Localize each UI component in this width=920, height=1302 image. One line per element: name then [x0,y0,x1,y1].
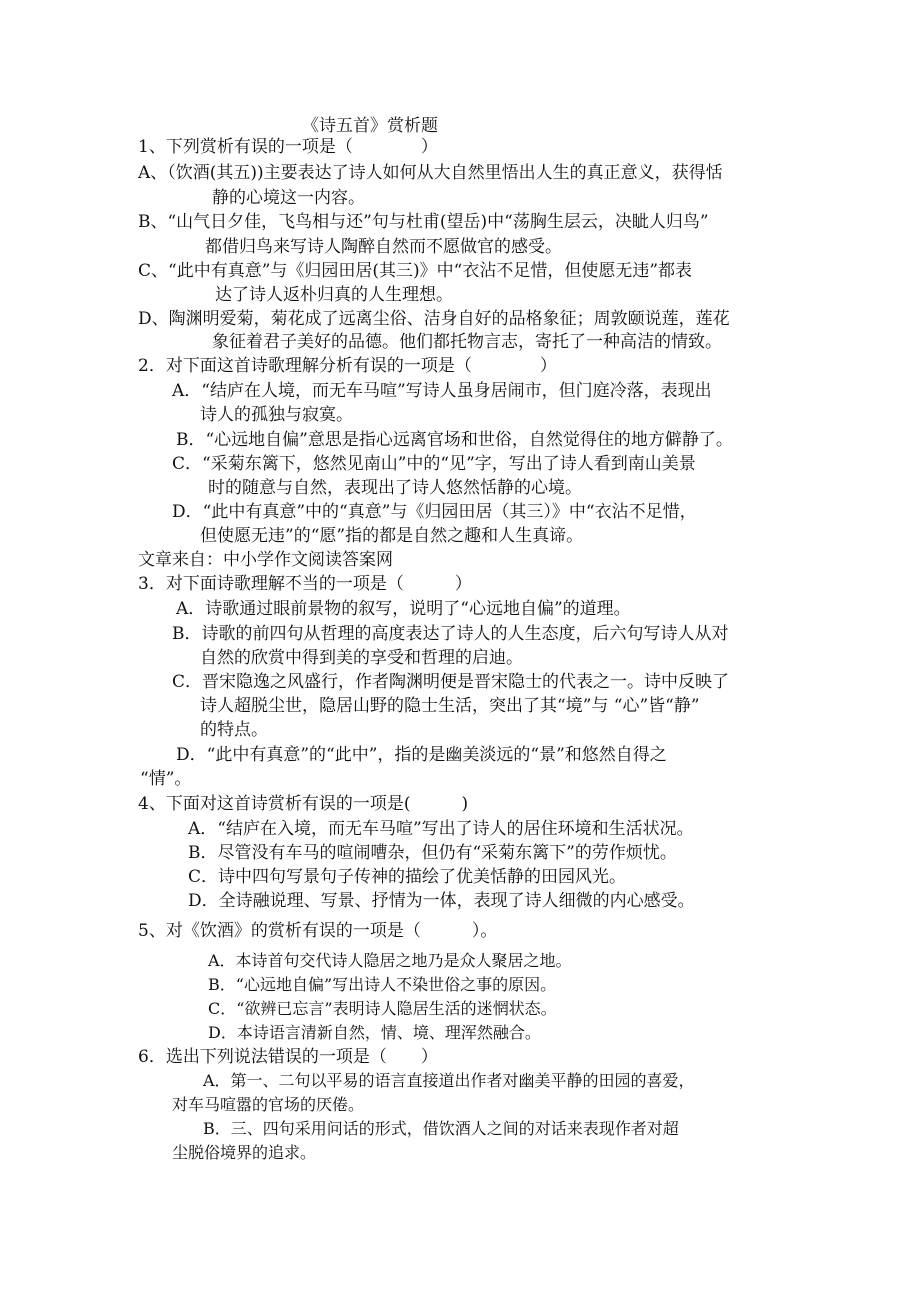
q6-option-a-cont: 对车马喧嚣的官场的厌倦。 [172,1095,365,1114]
q1-option-d: D、陶渊明爱菊，菊花成了远离尘俗、洁身自好的品格象征；周敦颐说莲，莲花 [138,309,730,329]
q2-option-b: B．“心远地自偏”意思是指心远离官场和世俗，自然觉得住的地方僻静了。 [176,430,733,450]
q2-option-d: D．“此中有真意”中的“真意”与《归园田居（其三）》中“衣沾不足惜， [172,502,697,522]
q6-stem: 6．选出下列说法错误的一项是（ ） [138,1047,438,1067]
q4-stem: 4、下面对这首诗赏析有误的一项是( ) [138,794,469,814]
q3-option-b-cont: 自然的欣赏中得到美的享受和哲理的启迪。 [200,648,523,668]
q3-option-c-cont2: 的特点。 [200,720,268,740]
q4-option-d: D．全诗融说理、写景、抒情为一体，表现了诗人细微的内心感受。 [188,891,695,911]
q5-stem: 5、对《饮酒》的赏析有误的一项是（ ）。 [138,921,498,941]
q1-option-b-cont: 都借归鸟来写诗人陶醉自然而不愿做官的感受。 [205,237,562,257]
q6-option-b-cont: 尘脱俗境界的追求。 [172,1143,317,1162]
q2-option-a: A．“结庐在人境，而无车马喧”写诗人虽身居闹市，但门庭冷落，表现出 [172,381,712,401]
q3-option-c: C．晋宋隐逸之风盛行，作者陶渊明便是晋宋隐士的代表之一。诗中反映了 [172,672,730,692]
q4-option-a: A．“结庐在入境，而无车马喧”写出了诗人的居住环境和生活状况。 [188,819,694,839]
q3-option-b: B．诗歌的前四句从哲理的高度表达了诗人的人生态度，后六句写诗人从对 [172,624,729,644]
q5-option-a: A．本诗首句交代诗人隐居之地乃是众人聚居之地。 [208,951,572,970]
q1-option-a: A、（饮酒(其五))主要表达了诗人如何从大自然里悟出人生的真正意义，获得恬 [138,163,723,183]
q2-option-a-cont: 诗人的孤独与寂寞。 [200,405,353,425]
q3-option-d-cont: “情”。 [140,769,192,789]
q1-option-c: C、“此中有真意”与《归园田居(其三)》中“衣沾不足惜，但使愿无违”都表 [138,261,693,281]
q2-option-c: C．“采菊东篱下，悠然见南山”中的“见”字，写出了诗人看到南山美景 [172,454,696,474]
q2-option-c-cont: 时的随意与自然，表现出了诗人悠然恬静的心境。 [208,478,582,498]
q4-option-b: B．尽管没有车马的喧闹嘈杂，但仍有“采菊东篱下”的劳作烦忧。 [188,843,677,863]
q2-stem: 2．对下面这首诗歌理解分析有误的一项是（ ） [138,356,557,376]
source-note: 文章来自：中小学作文阅读答案网 [138,550,393,570]
q1-option-b: B、“山气日夕佳，飞鸟相与还”句与杜甫(望岳)中“荡胸生层云，决眦人归鸟” [138,212,709,232]
q1-option-a-cont: 静的心境这一内容。 [212,188,365,208]
q3-option-a: A．诗歌通过眼前景物的叙写，说明了“心远地自偏”的道理。 [176,599,631,619]
document-title: 《诗五首》赏析题 [302,116,438,136]
q5-option-b: B．“心远地自偏”写出诗人不染世俗之事的原因。 [208,975,557,994]
q1-option-d-cont: 象征着君子美好的品德。他们都托物言志，寄托了一种高洁的情致。 [212,332,722,352]
q4-option-c: C．诗中四句写景句子传神的描绘了优美恬静的田园风光。 [188,867,627,887]
q5-option-c: C．“欲辨已忘言”表明诗人隐居生活的迷惘状态。 [208,999,557,1018]
q6-option-a: A．第一、二句以平易的语言直接道出作者对幽美平静的田园的喜爱， [203,1071,695,1090]
q5-option-d: D．本诗语言清新自然，情、境、理浑然融合。 [208,1023,541,1042]
q1-stem: 1、下列赏析有误的一项是（ ） [138,137,438,157]
q3-stem: 3．对下面诗歌理解不当的一项是（ ） [138,574,472,594]
q1-option-c-cont: 达了诗人返朴归真的人生理想。 [215,285,453,305]
q3-option-d: D．“此中有真意”的“此中”，指的是幽美淡远的“景”和悠然自得之 [176,745,667,765]
q2-option-d-cont: 但使愿无违”的“愿”指的都是自然之趣和人生真谛。 [200,526,584,546]
q6-option-b: B．三、四句采用问话的形式，借饮酒人之间的对话来表现作者对超 [203,1119,679,1138]
q3-option-c-cont: 诗人超脱尘世，隐居山野的隐士生活，突出了其“境”与 “心”皆“静” [200,696,700,716]
